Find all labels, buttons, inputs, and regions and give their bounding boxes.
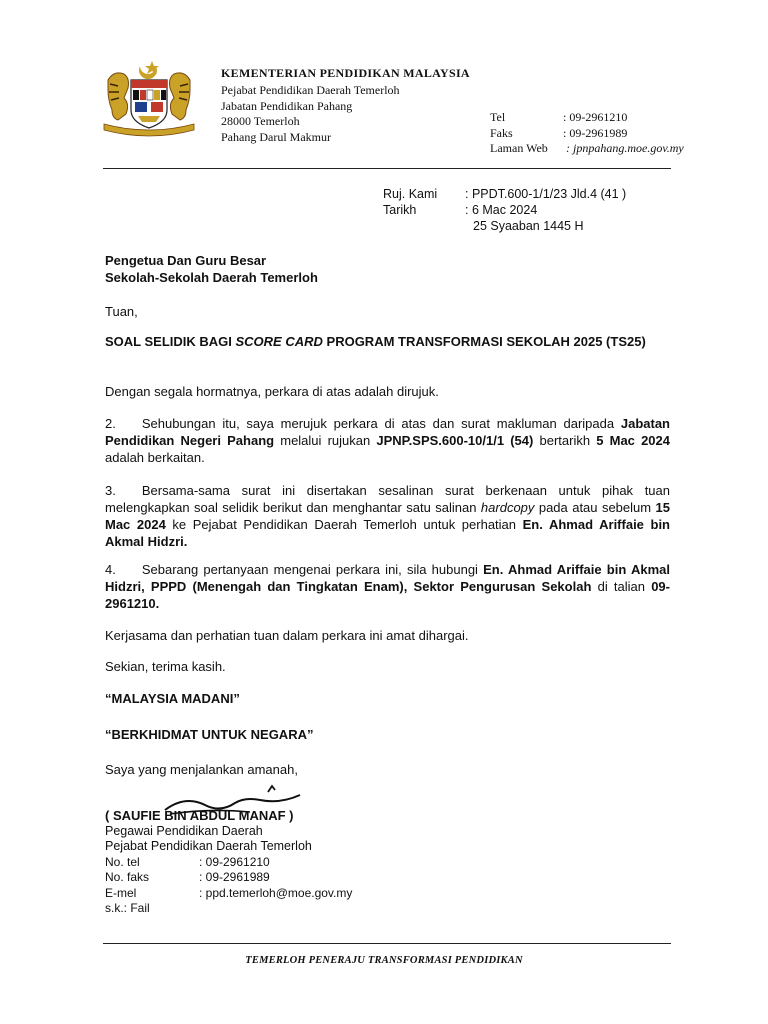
contact-block [490, 110, 684, 157]
salutation: Tuan, [105, 304, 138, 319]
office-address [221, 83, 400, 145]
paragraph-number: 3. [105, 483, 116, 498]
reference-block [383, 186, 626, 234]
paragraph-text: bertarikh [533, 433, 597, 448]
ministry-name: KEMENTERIAN PENDIDIKAN MALAYSIA [221, 66, 470, 80]
hijri-date: 25 Syaaban 1445 H [473, 219, 584, 233]
paragraph-bold: En. Ahmad Ariffaie bin Akmal Hidzri. [105, 517, 670, 549]
footer-slogan: TEMERLOH PENERAJU TRANSFORMASI PENDIDIKAN [245, 955, 523, 966]
signatory-title: Pegawai Pendidikan Daerah [105, 823, 263, 838]
address-line: Pejabat Pendidikan Daerah Temerloh [221, 83, 400, 97]
paragraph-text: adalah berkaitan. [105, 450, 205, 465]
recipient-block [105, 252, 670, 286]
address-line: 28000 Temerloh [221, 114, 300, 128]
paragraph-bold: Jabatan Pendidikan Negeri Pahang [105, 416, 670, 448]
email-label: E-mel [105, 885, 137, 900]
signatory-office: Pejabat Pendidikan Daerah Temerloh [105, 839, 312, 853]
fax-value: : 09-2961989 [199, 870, 270, 884]
web-value: : jpnpahang.moe.gov.my [566, 141, 684, 155]
paragraph-text: ke Pejabat Pendidikan Daerah Temerloh untuk perhatian [165, 517, 523, 532]
paragraph-italic: hardcopy [480, 500, 535, 515]
fax-label: No. faks [105, 870, 150, 884]
signatory-block [105, 808, 352, 917]
email-value: : ppd.temerloh@moe.gov.my [199, 885, 353, 900]
paragraph-text: melalui rujukan [274, 433, 377, 448]
paragraph-bold: 15 Mac 2024 [105, 500, 670, 532]
date-label: Tarikh [383, 203, 417, 217]
paragraph-text: di talian [591, 579, 652, 594]
slogan-malaysia-madani: “MALAYSIA MADANI” [105, 691, 240, 706]
signatory-name: ( SAUFIE BIN ABDUL MANAF ) [105, 808, 294, 823]
slogan-berkhidmat: “BERKHIDMAT UNTUK NEGARA” [105, 727, 314, 742]
paragraph-2 [105, 415, 670, 466]
tel-label: Tel [490, 110, 506, 124]
reference-label: Ruj. Kami [383, 187, 438, 201]
paragraph-text: Bersama-sama surat ini disertakan sesalinan surat berkenaan untuk pihak tuan melengkapkan soal selidik berikut dan menghantar satu salinan [105, 483, 670, 515]
tel-label: No. tel [105, 854, 140, 869]
fax-label: Faks [490, 125, 513, 140]
address-line: Pahang Darul Makmur [221, 129, 331, 144]
reference-number: : PPDT.600-1/1/23 Jld.4 (41 ) [465, 187, 627, 201]
paragraph-text: pada atau sebelum [534, 500, 656, 515]
carbon-copy: s.k.: Fail [105, 901, 150, 915]
malaysia-coat-of-arms-logo [100, 58, 198, 140]
web-label: Laman Web [490, 141, 548, 155]
subject-text-italic: SCORE CARD [235, 334, 323, 349]
header-divider [103, 168, 671, 169]
closing-line: Saya yang menjalankan amanah, [105, 762, 298, 777]
paragraph-6: Sekian, terima kasih. [105, 659, 226, 674]
paragraph-bold: 09-2961210. [105, 579, 670, 611]
paragraph-number: 4. [105, 562, 116, 577]
paragraph-bold: 5 Mac 2024 [596, 433, 670, 448]
footer-divider [103, 943, 671, 944]
paragraph-text: Sehubungan itu, saya merujuk perkara di atas dan surat makluman daripada [141, 416, 621, 431]
tel-value: : 09-2961210 [563, 110, 628, 124]
subject-text: SOAL SELIDIK BAGI [105, 334, 236, 349]
recipient-line: Pengetua Dan Guru Besar [105, 253, 267, 268]
paragraph-bold: JPNP.SPS.600-10/1/1 (54) [376, 433, 534, 448]
paragraph-3 [105, 482, 670, 550]
tel-value: : 09-2961210 [199, 854, 270, 869]
address-line: Jabatan Pendidikan Pahang [221, 98, 353, 113]
paragraph-number: 2. [105, 416, 116, 431]
paragraph-text: Sebarang pertanyaan mengenai perkara ini, sila hubungi [141, 562, 484, 577]
subject-text: PROGRAM TRANSFORMASI SEKOLAH 2025 (TS25) [322, 334, 646, 349]
recipient-line: Sekolah-Sekolah Daerah Temerloh [105, 270, 318, 285]
paragraph-1: Dengan segala hormatnya, perkara di atas adalah dirujuk. [105, 384, 439, 399]
paragraph-5: Kerjasama dan perhatian tuan dalam perkara ini amat dihargai. [105, 628, 469, 643]
fax-value: : 09-2961989 [563, 125, 628, 140]
paragraph-bold: En. Ahmad Ariffaie bin Akmal Hidzri, PPPD (Menengah dan Tingkatan Enam), Sektor Pengurusan Sekolah [105, 562, 670, 594]
paragraph-4 [105, 561, 670, 612]
date-value: : 6 Mac 2024 [465, 203, 538, 217]
subject-heading [105, 333, 670, 350]
